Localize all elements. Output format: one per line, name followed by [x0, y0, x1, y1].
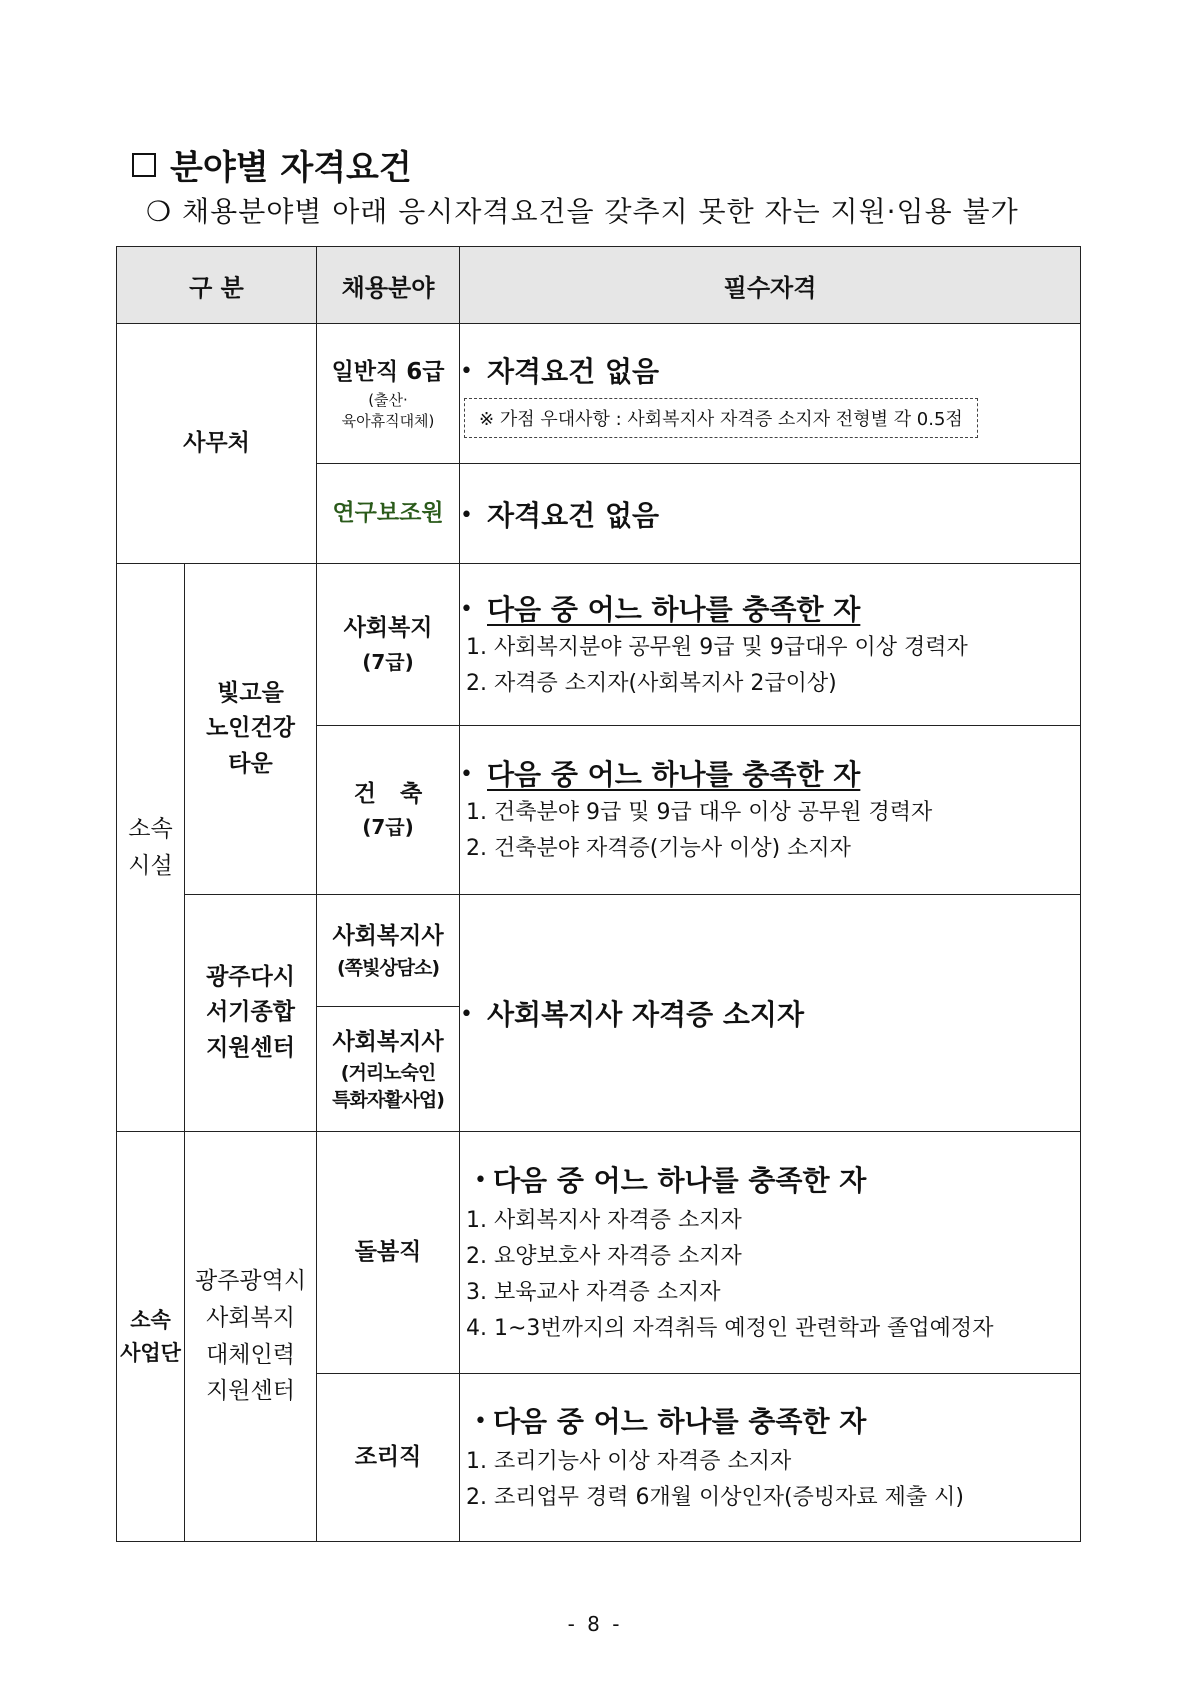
seogu-field2-sub2: 특화자활사업) — [332, 1088, 444, 1111]
cook-req-text: 다음 중 어느 하나를 충족한 자 — [493, 1404, 867, 1438]
facilities-label-line2: 시설 — [128, 852, 173, 879]
seogu-name-line1: 광주다시 — [206, 963, 295, 990]
architecture-req-text: 다음 중 어느 하나를 충족한 자 — [487, 758, 861, 791]
office-field-sub1: (출산· — [368, 391, 408, 410]
office-req — [460, 350, 1080, 390]
section-heading — [132, 140, 412, 189]
office-field-name: 일반직 6급 — [331, 358, 445, 385]
seogu-field1-sub: (쪽빛상담소) — [336, 957, 440, 980]
care-req-text: 다음 중 어느 하나를 충족한 자 — [493, 1163, 867, 1197]
office-req-text: 자격요건 없음 — [487, 354, 660, 388]
header-category: 구 분 — [117, 247, 317, 324]
list-item: 2. 조리업무 경력 6개월 이상인자(증빙자료 제출 시) — [466, 1484, 964, 1510]
research-field-name: 연구보조원 — [317, 464, 460, 564]
business-center-name — [185, 1132, 317, 1542]
seogu-field2-sub1: (거리노숙인 — [340, 1062, 436, 1085]
facilities-label-line1: 소속 — [128, 815, 173, 842]
seogu-field1 — [317, 895, 460, 1007]
architecture-field-name: 건 축 — [353, 780, 423, 807]
office-req-cell — [460, 324, 1081, 464]
list-item: 1. 사회복지분야 공무원 9급 및 9급대우 이상 경력자 — [466, 634, 968, 660]
town-name — [185, 564, 317, 895]
heading-title: 분야별 자격요건 — [170, 148, 412, 188]
table-row — [117, 564, 1081, 726]
welfare-field-grade: (7급) — [362, 649, 414, 674]
seogu-field2 — [317, 1007, 460, 1132]
center-line4: 지원센터 — [206, 1378, 295, 1405]
page-number: - 8 - — [567, 1612, 623, 1636]
center-line1: 광주광역시 — [194, 1267, 307, 1294]
bullet-icon: • — [460, 1002, 473, 1027]
town-name-line1: 빛고을 — [217, 679, 284, 706]
seogu-field2-name: 사회복지사 — [332, 1028, 444, 1055]
header-requirement: 필수자격 — [460, 247, 1081, 324]
seogu-field1-name: 사회복지사 — [332, 923, 444, 950]
welfare-field-name: 사회복지 — [343, 615, 433, 642]
bonus-note: ※ 가점 우대사항 : 사회복지사 자격증 소지자 전형별 각 0.5점 — [464, 398, 978, 438]
subheading-text: 채용분야별 아래 응시자격요건을 갖추지 못한 자는 지원·임용 불가 — [182, 195, 1019, 228]
town-name-line2: 노인건강 — [206, 715, 295, 742]
seogu-name-line3: 지원센터 — [206, 1034, 295, 1061]
list-item: 2. 자격증 소지자(사회복지사 2급이상) — [466, 670, 837, 696]
list-item: 1. 조리기능사 이상 자격증 소지자 — [466, 1448, 792, 1474]
table-header-row — [117, 247, 1081, 324]
business-label-line2: 사업단 — [120, 1340, 181, 1365]
seogu-center-name — [185, 895, 317, 1132]
list-item: 3. 보육교사 자격증 소지자 — [466, 1279, 721, 1305]
header-field: 채용분야 — [317, 247, 460, 324]
office-label: 사무처 — [117, 324, 317, 564]
cook-req-cell — [460, 1374, 1081, 1542]
center-line3: 대체인력 — [206, 1341, 295, 1368]
table-row — [117, 324, 1081, 464]
architecture-field — [317, 726, 460, 895]
bullet-icon: • — [460, 358, 473, 384]
cook-field: 조리직 — [317, 1374, 460, 1542]
table-row — [117, 895, 1081, 1007]
architecture-req — [460, 753, 1080, 793]
welfare-req — [460, 588, 1080, 628]
list-item: 1. 사회복지사 자격증 소지자 — [466, 1207, 742, 1233]
business-label — [117, 1132, 185, 1542]
center-line2: 사회복지 — [206, 1304, 295, 1331]
research-req-cell — [460, 464, 1081, 564]
bullet-icon: • — [474, 1167, 487, 1193]
office-field-sub2: 육아휴직대체) — [341, 412, 435, 431]
welfare-req-cell — [460, 564, 1081, 726]
business-label-line1: 소속 — [130, 1307, 171, 1332]
research-req — [460, 494, 1080, 534]
seogu-req — [460, 993, 1080, 1033]
qualification-table — [116, 246, 1081, 1542]
seogu-req-cell — [460, 895, 1081, 1132]
seogu-name-line2: 서기종합 — [206, 999, 295, 1026]
facilities-label — [117, 564, 185, 1132]
bullet-icon: • — [460, 502, 473, 528]
square-outline-icon — [132, 153, 156, 177]
bullet-icon: • — [460, 762, 473, 787]
welfare-req-text: 다음 중 어느 하나를 충족한 자 — [487, 592, 861, 626]
table-row — [117, 1132, 1081, 1374]
office-field-cell — [317, 324, 460, 464]
architecture-field-grade: (7급) — [362, 815, 414, 840]
care-field: 돌봄직 — [317, 1132, 460, 1374]
town-name-line3: 타운 — [228, 750, 273, 777]
list-item: 2. 건축분야 자격증(기능사 이상) 소지자 — [466, 836, 851, 861]
research-req-text: 자격요건 없음 — [487, 498, 660, 532]
list-item: 2. 요양보호사 자격증 소지자 — [466, 1243, 742, 1269]
cook-req — [460, 1400, 1080, 1440]
bullet-icon: • — [460, 596, 473, 622]
section-subheading — [146, 190, 1019, 230]
circle-bullet-icon: ❍ — [146, 195, 173, 228]
list-item: 1. 건축분야 9급 및 9급 대우 이상 공무원 경력자 — [466, 800, 933, 825]
seogu-req-text: 사회복지사 자격증 소지자 — [487, 998, 805, 1031]
welfare-field — [317, 564, 460, 726]
care-req-cell — [460, 1132, 1081, 1374]
list-item: 4. 1~3번까지의 자격취득 예정인 관련학과 졸업예정자 — [466, 1315, 994, 1341]
architecture-req-cell — [460, 726, 1081, 895]
bullet-icon: • — [474, 1408, 487, 1434]
care-req — [460, 1159, 1080, 1199]
